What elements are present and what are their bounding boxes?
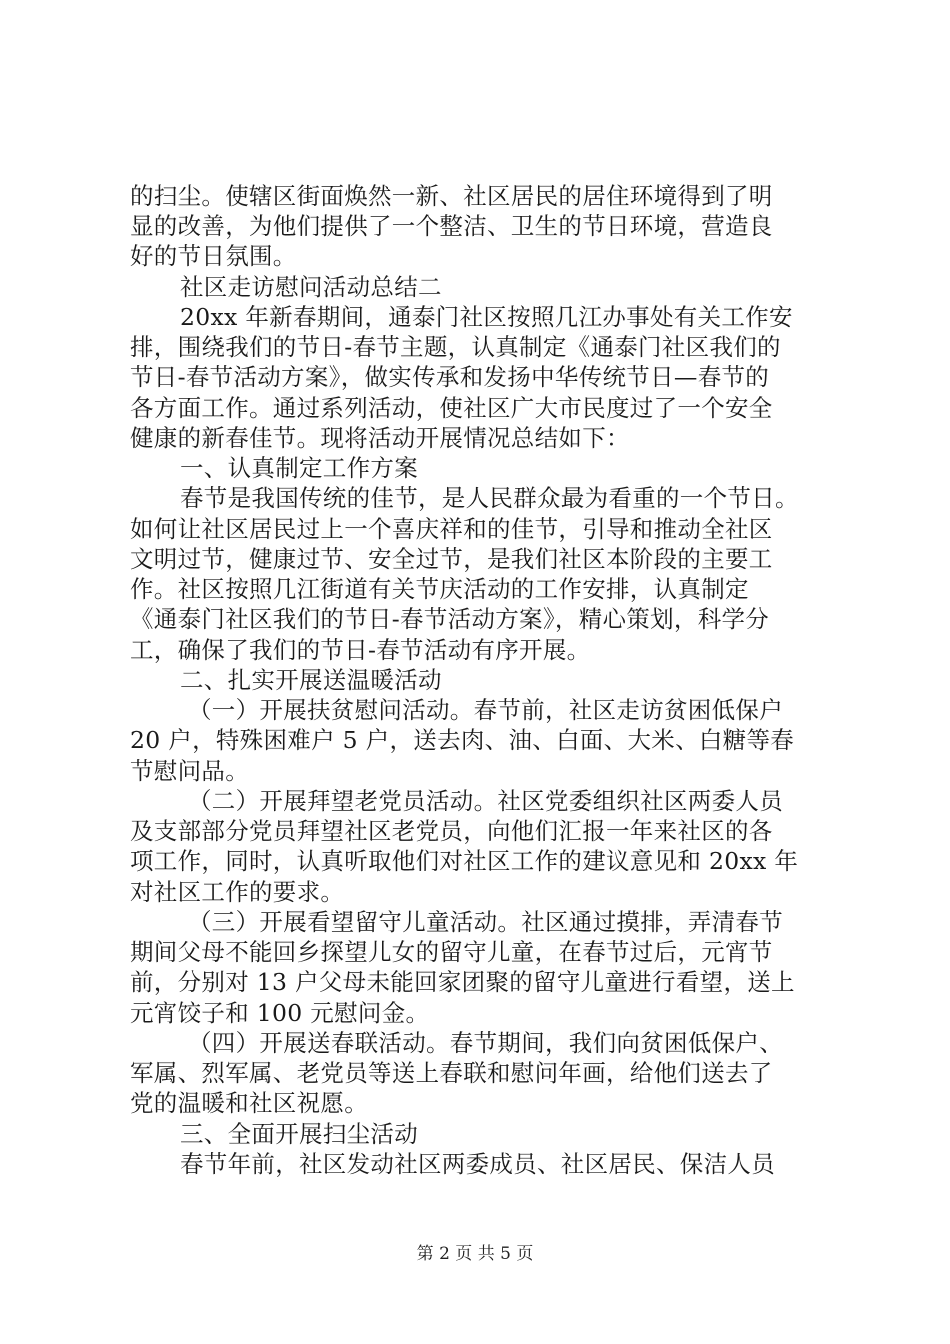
- body-line: （三）开展看望留守儿童活动。社区通过摸排，弄清春节: [188, 908, 783, 936]
- body-line: 对社区工作的要求。: [130, 878, 345, 906]
- body-line: （一）开展扶贫慰问活动。春节前，社区走访贫困低保户: [188, 696, 783, 724]
- body-line: 前，分别对 13 户父母未能回家团聚的留守儿童进行看望，送上: [130, 968, 795, 996]
- body-line: 节慰问品。: [130, 757, 249, 785]
- body-line: 文明过节，健康过节、安全过节，是我们社区本阶段的主要工: [130, 545, 773, 573]
- section-heading: 三、全面开展扫尘活动: [180, 1120, 418, 1148]
- body-line: 20xx 年新春期间，通泰门社区按照几江办事处有关工作安: [180, 303, 793, 331]
- body-line: 军属、烈军属、老党员等送上春联和慰问年画，给他们送去了: [130, 1059, 773, 1087]
- body-line: 各方面工作。通过系列活动，使社区广大市民度过了一个安全: [130, 394, 773, 422]
- body-line: 春节是我国传统的佳节，是人民群众最为看重的一个节日。: [180, 484, 799, 512]
- page-number-footer: 第 2 页 共 5 页: [416, 1244, 534, 1264]
- section-title: 社区走访慰问活动总结二: [180, 273, 442, 301]
- body-line: （二）开展拜望老党员活动。社区党委组织社区两委人员: [188, 787, 783, 815]
- body-line: 春节年前，社区发动社区两委成员、社区居民、保洁人员: [180, 1150, 775, 1178]
- section-heading: 一、认真制定工作方案: [180, 454, 418, 482]
- body-line: 节日-春节活动方案》，做实传承和发扬中华传统节日—春节的: [130, 363, 770, 391]
- body-line: 的扫尘。使辖区街面焕然一新、社区居民的居住环境得到了明: [130, 182, 773, 210]
- body-line: 期间父母不能回乡探望儿女的留守儿童，在春节过后，元宵节: [130, 938, 773, 966]
- body-line: 20 户，特殊困难户 5 户，送去肉、油、白面、大米、白糖等春: [130, 726, 795, 754]
- body-line: 如何让社区居民过上一个喜庆祥和的佳节，引导和推动全社区: [130, 515, 773, 543]
- body-line: （四）开展送春联活动。春节期间，我们向贫困低保户、: [188, 1029, 783, 1057]
- body-line: 显的改善，为他们提供了一个整洁、卫生的节日环境，营造良: [130, 212, 773, 240]
- body-line: 元宵饺子和 100 元慰问金。: [130, 999, 430, 1027]
- body-line: 作。社区按照几江街道有关节庆活动的工作安排，认真制定: [130, 575, 749, 603]
- body-line: 《通泰门社区我们的节日-春节活动方案》，精心策划，科学分: [130, 605, 770, 633]
- body-line: 好的节日氛围。: [130, 242, 297, 270]
- body-line: 排，围绕我们的节日-春节主题，认真制定《通泰门社区我们的: [130, 333, 781, 361]
- body-line: 及支部部分党员拜望社区老党员，向他们汇报一年来社区的各: [130, 817, 773, 845]
- body-line: 党的温暖和社区祝愿。: [130, 1089, 368, 1117]
- body-line: 项工作，同时，认真听取他们对社区工作的建议意见和 20xx 年: [130, 847, 799, 875]
- body-line: 工，确保了我们的节日-春节活动有序开展。: [130, 636, 591, 664]
- section-heading: 二、扎实开展送温暖活动: [180, 666, 442, 694]
- body-line: 健康的新春佳节。现将活动开展情况总结如下：: [130, 424, 630, 452]
